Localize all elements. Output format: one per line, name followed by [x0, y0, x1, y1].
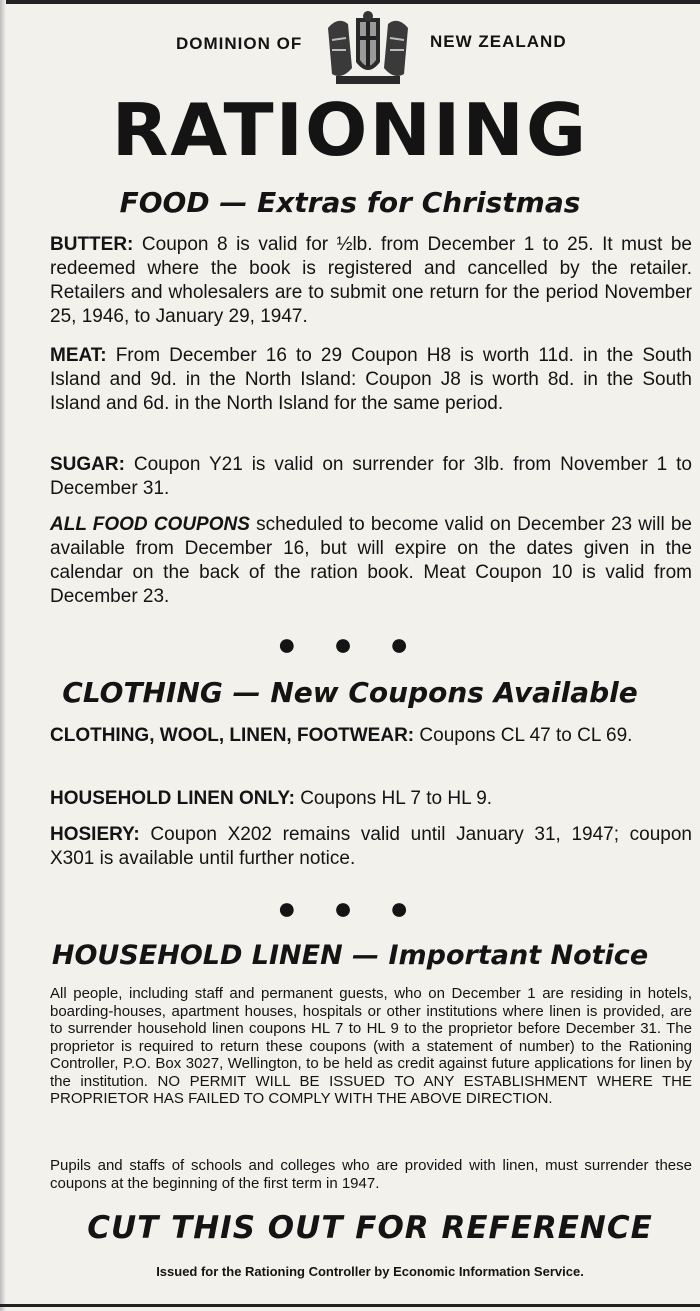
household-linen-only-text: Coupons HL 7 to HL 9.: [300, 788, 493, 809]
new-zealand-text: NEW ZEALAND: [430, 32, 567, 51]
household-linen-only-paragraph: [50, 787, 692, 811]
masthead: [0, 10, 700, 90]
sugar-text: Coupon Y21 is valid on surrender for 3lb. from November 1 to December 31.: [50, 454, 693, 499]
meat-text: From December 16 to 29 Coupon H8 is worth 11d. in the South Island and 9d. in the North Island: Coupon J8 is worth 8d. in the South Island and 6d. in the North Island for the same period.: [50, 345, 692, 414]
butter-text: Coupon 8 is valid for ½lb. from December 1 to 25. It must be redeemed where the book is registered and cancelled by the retailer. Retailers and wholesalers are to submit one return for the period November 25, 1946, to January 29, 1947.: [50, 234, 693, 327]
clothing-items-paragraph: [50, 724, 692, 748]
clothing-items-label: CLOTHING, WOOL, LINEN, FOOTWEAR:: [50, 725, 415, 746]
butter-label: BUTTER:: [50, 234, 134, 255]
clothing-items-text: Coupons CL 47 to CL 69.: [419, 725, 633, 746]
meat-paragraph: [50, 344, 692, 416]
pupils-paragraph: Pupils and staffs of schools and colleges who are provided with linen, must surrender these coupons at the beginning of the first term in 1947.: [50, 1157, 692, 1192]
all-food-coupons-paragraph: [50, 513, 692, 609]
clothing-heading: CLOTHING — New Coupons Available: [62, 676, 638, 709]
page-title: RATIONING: [111, 88, 589, 172]
butter-paragraph: [50, 233, 692, 329]
hosiery-text: Coupon X202 remains valid until January 31, 1947; coupon X301 is available until further notice.: [50, 824, 693, 869]
top-rule: [0, 0, 700, 4]
linen-heading: HOUSEHOLD LINEN — Important Notice: [51, 940, 649, 971]
coat-of-arms-icon: [322, 10, 414, 90]
all-food-coupons-text: scheduled to become valid on December 23 will be available from December 16, but will expire on the dates given in the calendar on the back of the ration book. Meat Coupon 10 is valid from December 23.: [50, 514, 692, 607]
cut-out-heading: CUT THIS OUT FOR REFERENCE: [87, 1210, 653, 1246]
meat-label: MEAT:: [50, 345, 107, 366]
food-heading: FOOD — Extras for Christmas: [119, 186, 581, 219]
separator-dots-2: ● ● ●: [277, 890, 423, 926]
hosiery-paragraph: [50, 823, 692, 871]
hosiery-label: HOSIERY:: [50, 824, 140, 845]
dominion-of-text: DOMINION OF: [176, 34, 303, 53]
separator-dots: ● ● ●: [277, 626, 423, 662]
household-linen-only-label: HOUSEHOLD LINEN ONLY:: [50, 788, 295, 809]
sugar-label: SUGAR:: [50, 454, 125, 475]
linen-notice-paragraph: All people, including staff and permanent guests, who on December 1 are residing in hotels, boarding-houses, apartment houses, hospitals or other institutions where linen is provided, are to surrender household linen coupons HL 7 to HL 9 to the proprietor before December 31. The proprietor is required to return these coupons (with a statement of number) to the Rationing Controller, P.O. Box 3027, Wellington, to be held as credit against future applications for linen by the institution. NO PERMIT WILL BE ISSUED TO ANY ESTABLISHMENT WHERE THE PROPRIETOR HAS FAILED TO COMPLY WITH THE ABOVE DIRECTION.: [50, 985, 692, 1107]
sugar-paragraph: [50, 453, 692, 501]
issued-by-note: Issued for the Rationing Controller by Economic Information Service.: [156, 1264, 584, 1279]
bottom-rule: [0, 1304, 700, 1307]
all-food-coupons-label: ALL FOOD COUPONS: [50, 514, 250, 535]
